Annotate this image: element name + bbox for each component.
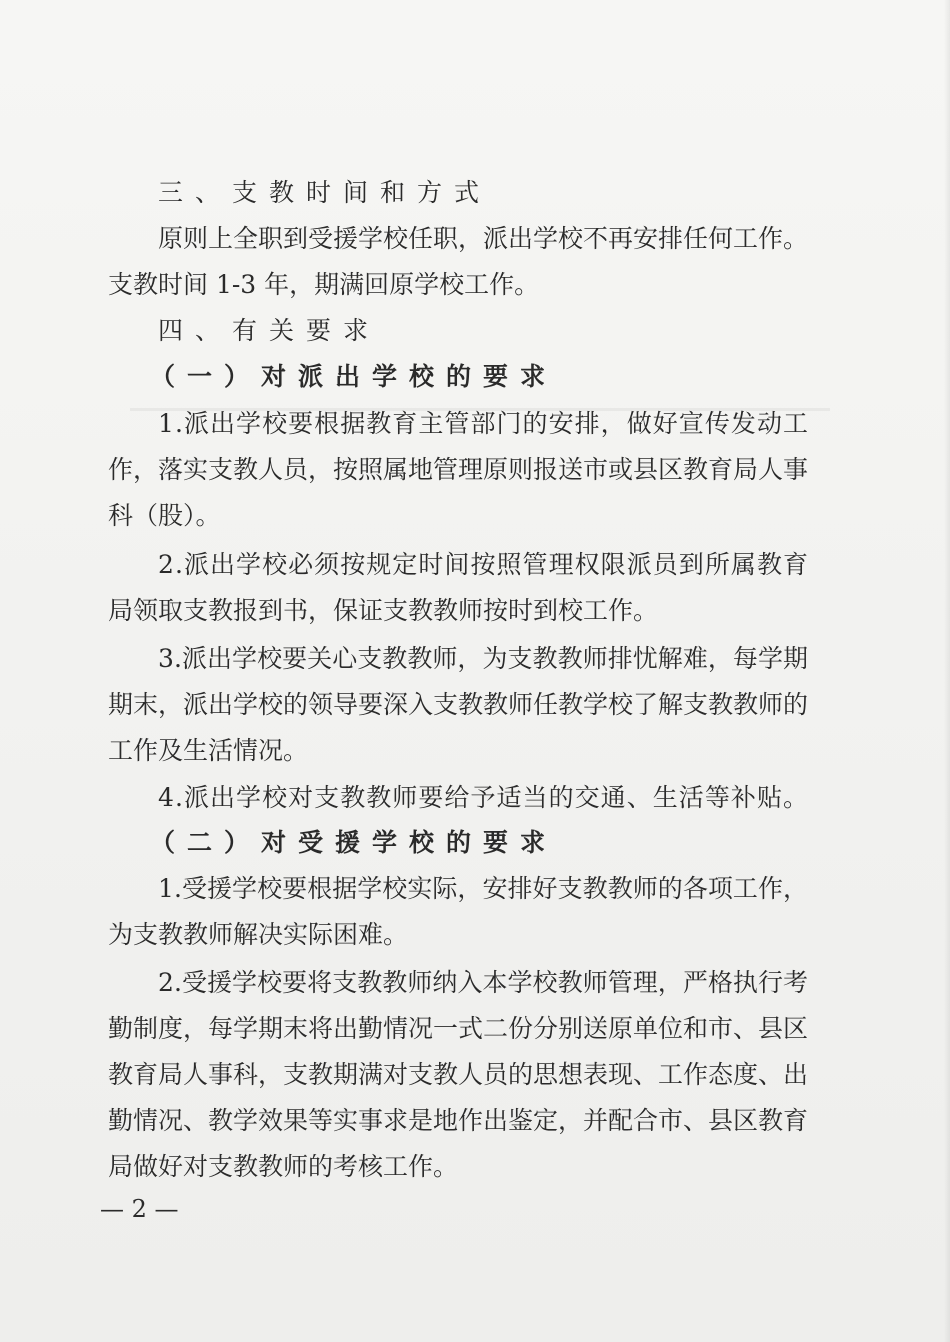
paragraph-line: 作，落实支教人员，按照属地管理原则报送市或县区教育局人事	[108, 455, 808, 484]
paragraph-line: 3.派出学校要关心支教教师，为支教教师排忧解难，每学期	[158, 644, 809, 673]
paragraph-line: 局领取支教报到书，保证支教教师按时到校工作。	[108, 596, 659, 625]
paragraph-line: 教育局人事科，支教期满对支教人员的思想表现、工作态度、出	[108, 1060, 808, 1089]
subsection-heading: （一）对派出学校的要求	[150, 362, 558, 391]
paragraph-line: 工作及生活情况。	[108, 736, 309, 765]
paragraph-line: 原则上全职到受援学校任职，派出学校不再安排任何工作。	[158, 224, 808, 253]
section-heading: 三、支教时间和方式	[158, 178, 492, 207]
subsection-heading: （二）对受援学校的要求	[150, 828, 558, 857]
page-number: — 2 —	[100, 1195, 179, 1223]
paragraph-line: 期末，派出学校的领导要深入支教教师任教学校了解支教教师的	[108, 690, 808, 719]
scan-edge	[944, 0, 950, 1342]
paragraph-line: 2.派出学校必须按规定时间按照管理权限派员到所属教育	[158, 550, 810, 579]
paragraph-line: 1.受援学校要根据学校实际，安排好支教教师的各项工作，	[158, 874, 809, 903]
paragraph-line: 1.派出学校要根据教育主管部门的安排，做好宣传发动工	[158, 409, 810, 438]
paragraph-line: 科（股）。	[108, 501, 221, 530]
paragraph-line: 4.派出学校对支教教师要给予适当的交通、生活等补贴。	[158, 783, 810, 812]
paragraph-line: 支教时间 1-3 年，期满回原学校工作。	[108, 270, 540, 299]
paragraph-line: 2.受援学校要将支教教师纳入本学校教师管理，严格执行考	[158, 968, 809, 997]
paragraph-line: 勤制度，每学期末将出勤情况一式二份分别送原单位和市、县区	[108, 1014, 808, 1043]
paragraph-line: 局做好对支教教师的考核工作。	[108, 1152, 459, 1181]
paragraph-line: 为支教教师解决实际困难。	[108, 920, 409, 949]
section-heading: 四、有关要求	[158, 316, 381, 345]
paragraph-line: 勤情况、教学效果等实事求是地作出鉴定，并配合市、县区教育	[108, 1106, 808, 1135]
